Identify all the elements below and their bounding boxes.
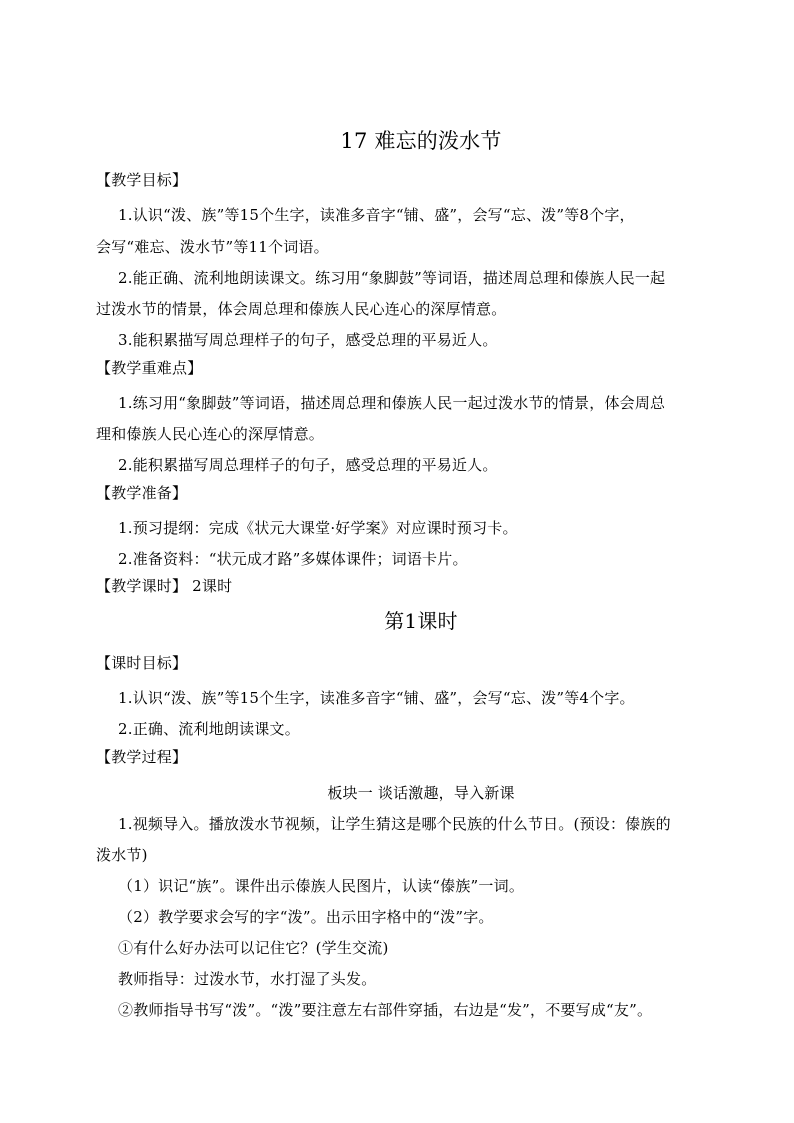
section-title: 板块一 谈话激趣，导入新课 xyxy=(327,784,515,802)
goal-item-1-line-2: 会写“难忘、泼水节”等11个词语。 xyxy=(96,238,329,256)
teaching-process-heading: 【教学过程】 xyxy=(96,748,188,766)
key-point-1-line-1: 1.练习用“象脚鼓”等词语，描述周总理和傣族人民一起过泼水节的情景，体会周总 xyxy=(118,394,666,412)
sub-step-2: （2）教学要求会写的字“泼”。出示田字格中的“泼”字。 xyxy=(118,908,494,926)
lesson-goal-2: 2.正确、流利地朗读课文。 xyxy=(118,720,300,738)
key-point-2: 2.能积累描写周总理样子的句子，感受总理的平易近人。 xyxy=(118,456,498,474)
document-title: 17 难忘的泼水节 xyxy=(340,129,502,153)
preparation-item-2: 2.准备资料：“状元成才路”多媒体课件；词语卡片。 xyxy=(118,550,468,568)
teacher-guide-1: 教师指导：过泼水节，水打湿了头发。 xyxy=(118,970,377,988)
teaching-hours-heading: 【教学课时】 2课时 xyxy=(96,577,233,595)
lesson-1-title: 第1课时 xyxy=(384,609,458,633)
key-points-heading: 【教学重难点】 xyxy=(96,359,203,377)
key-point-1-line-2: 理和傣族人民心连心的深厚情意。 xyxy=(96,425,325,443)
lesson-goal-1: 1.认识“泼、族”等15个生字，读准多音字“铺、盛”，会写“忘、泼”等4个字。 xyxy=(118,689,635,707)
step-1-line-2: 泼水节) xyxy=(96,846,148,864)
lesson-goals-heading: 【课时目标】 xyxy=(96,654,188,672)
step-1-line-1: 1.视频导入。播放泼水节视频，让学生猜这是哪个民族的什么节日。(预设：傣族的 xyxy=(118,815,671,833)
question-1: ①有什么好办法可以记住它？(学生交流) xyxy=(118,939,389,957)
sub-step-1: （1）识记“族”。课件出示傣族人民图片，认读“傣族”一词。 xyxy=(118,877,525,895)
goal-item-2-line-1: 2.能正确、流利地朗读课文。练习用“象脚鼓”等词语，描述周总理和傣族人民一起 xyxy=(118,269,666,287)
goal-item-2-line-2: 过泼水节的情景，体会周总理和傣族人民心连心的深厚情意。 xyxy=(96,300,507,318)
goal-item-3: 3.能积累描写周总理样子的句子，感受总理的平易近人。 xyxy=(118,331,498,349)
teaching-goals-heading: 【教学目标】 xyxy=(96,171,188,189)
preparation-item-1: 1.预习提纲：完成《状元大课堂·好学案》对应课时预习卡。 xyxy=(118,519,518,537)
question-2: ②教师指导书写“泼”。“泼”要注意左右部件穿插，右边是“发”，不要写成“友”。 xyxy=(118,1001,653,1019)
preparation-heading: 【教学准备】 xyxy=(96,484,188,502)
goal-item-1-line-1: 1.认识“泼、族”等15个生字，读准多音字“铺、盛”，会写“忘、泼”等8个字， xyxy=(118,206,635,224)
